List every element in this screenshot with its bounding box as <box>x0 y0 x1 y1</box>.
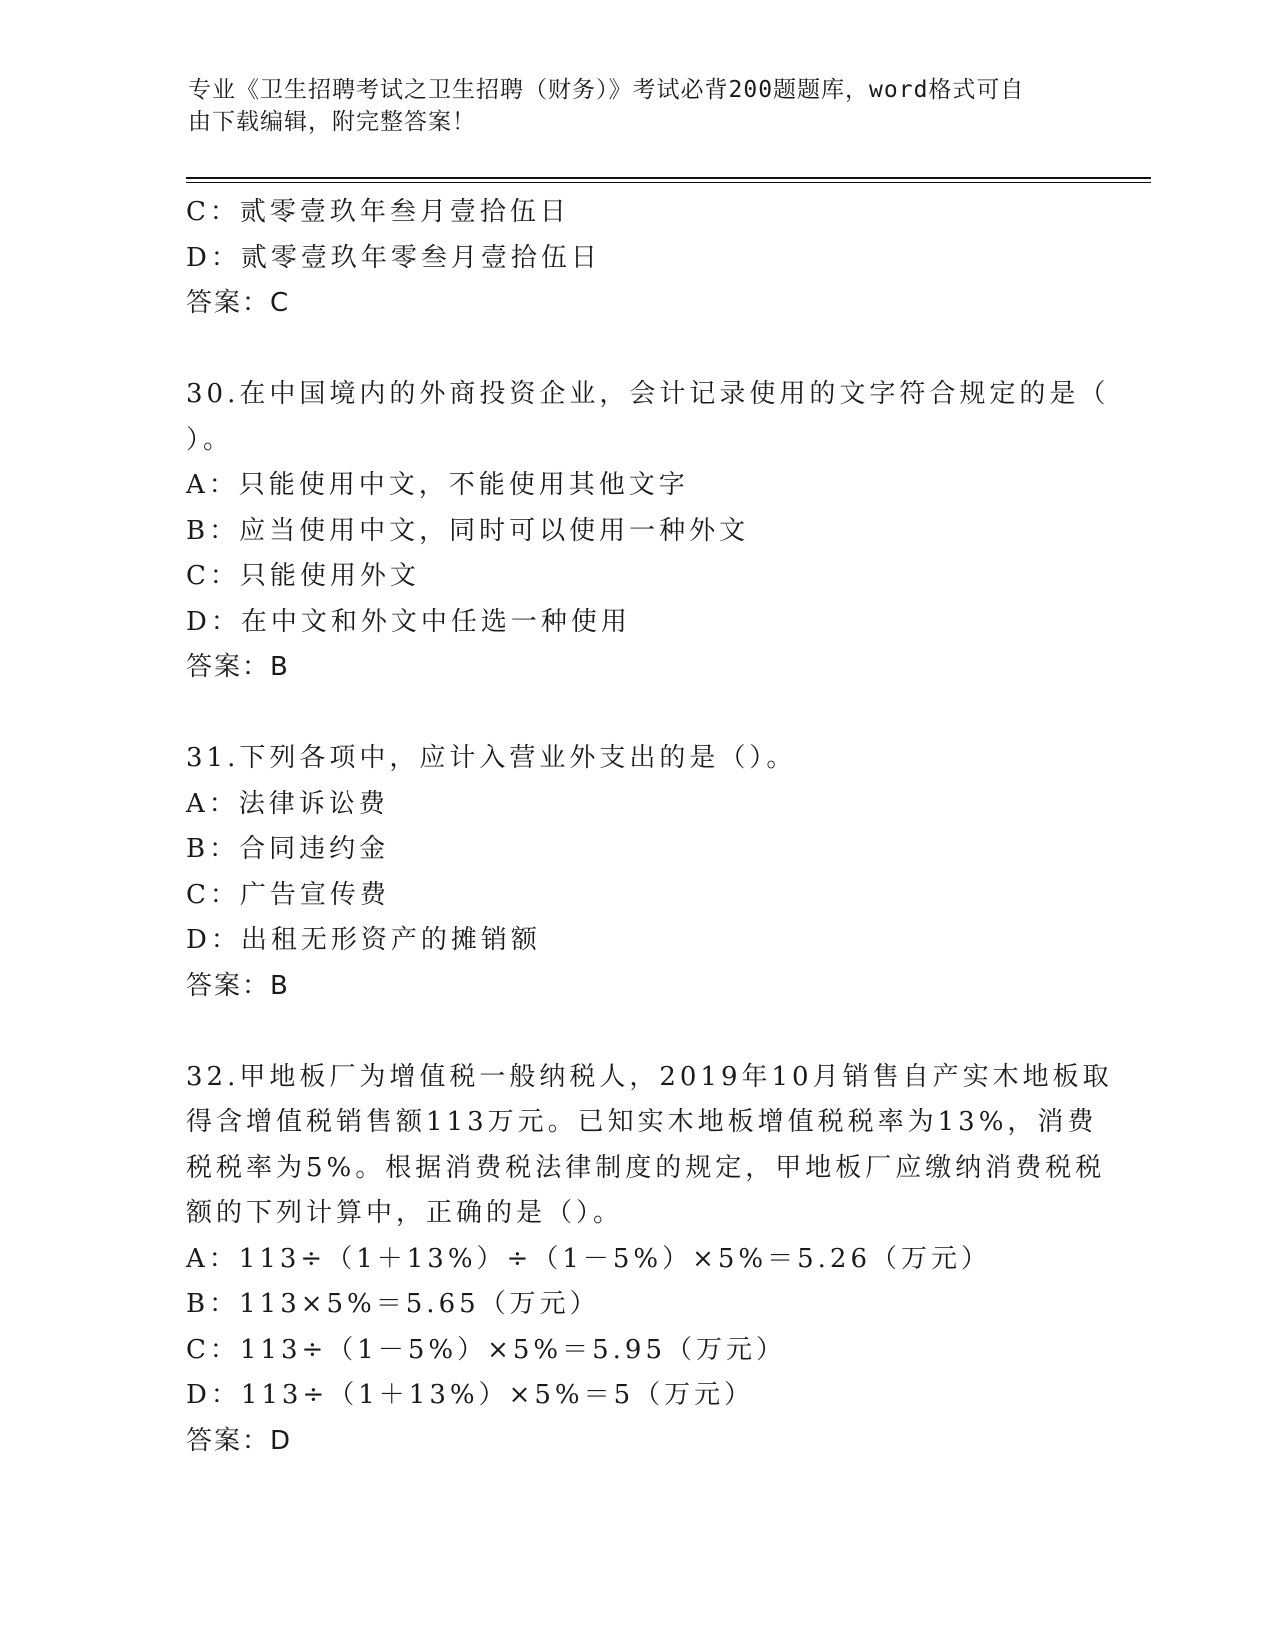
answer-line: 答案：D <box>186 1425 293 1456</box>
option-b: B：应当使用中文，同时可以使用一种外文 <box>186 515 750 546</box>
question-stem-cont: ）。 <box>186 424 234 455</box>
question-stem: 31.下列各项中，应计入营业外支出的是（）。 <box>186 743 797 773</box>
question-stem-cont: 得含增值税销售额113万元。已知实木地板增值税税率为13%，消费 <box>186 1107 1098 1137</box>
option-d: D：出租无形资产的摊销额 <box>186 925 541 955</box>
option-b: B：合同违约金 <box>186 834 390 864</box>
header-line-1: 专业《卫生招聘考试之卫生招聘（财务）》考试必背200题题库，word格式可自 <box>188 77 1025 103</box>
option-a: A：只能使用中文，不能使用其他文字 <box>186 470 689 500</box>
question-32 <box>186 1055 1113 1465</box>
option-c: C：贰零壹玖年叁月壹拾伍日 <box>186 197 570 227</box>
option-d: D：贰零壹玖年零叁月壹拾伍日 <box>186 242 601 273</box>
header-divider-thick <box>186 177 1151 179</box>
option-b: B：113×5%＝5.65（万元） <box>186 1289 600 1319</box>
answer-line: 答案：B <box>186 970 290 1001</box>
question-stem: 30.在中国境内的外商投资企业，会计记录使用的文字符合规定的是（ <box>186 379 1110 409</box>
option-c: C：广告宣传费 <box>186 879 390 910</box>
answer-line: 答案：B <box>186 652 290 682</box>
document-header <box>188 74 1068 138</box>
option-a: A：113÷（1＋13%）÷（1－5%）×5%＝5.26（万元） <box>186 1243 992 1274</box>
option-d: D：113÷（1＋13%）×5%＝5（万元） <box>186 1380 755 1410</box>
question-30 <box>186 372 1110 691</box>
question-stem-cont: 税税率为5%。根据消费税法律制度的规定，甲地板厂应缴纳消费税税 <box>186 1152 1106 1183</box>
question-list <box>186 190 1113 1464</box>
question-stem: 32.甲地板厂为增值税一般纳税人，2019年10月销售自产实木地板取 <box>186 1061 1113 1092</box>
header-line-2: 由下载编辑，附完整答案！ <box>188 109 476 135</box>
option-c: C：113÷（1－5%）×5%＝5.95（万元） <box>186 1334 787 1365</box>
answer-line: 答案：C <box>186 288 291 318</box>
question-29-partial <box>186 190 1086 327</box>
header-divider-thin <box>186 182 1151 183</box>
option-a: A：法律诉讼费 <box>186 788 389 819</box>
question-stem-cont: 额的下列计算中，正确的是（）。 <box>186 1198 624 1228</box>
option-d: D：在中文和外文中任选一种使用 <box>186 606 631 637</box>
question-31 <box>186 736 1086 1009</box>
option-c: C：只能使用外文 <box>186 561 420 591</box>
